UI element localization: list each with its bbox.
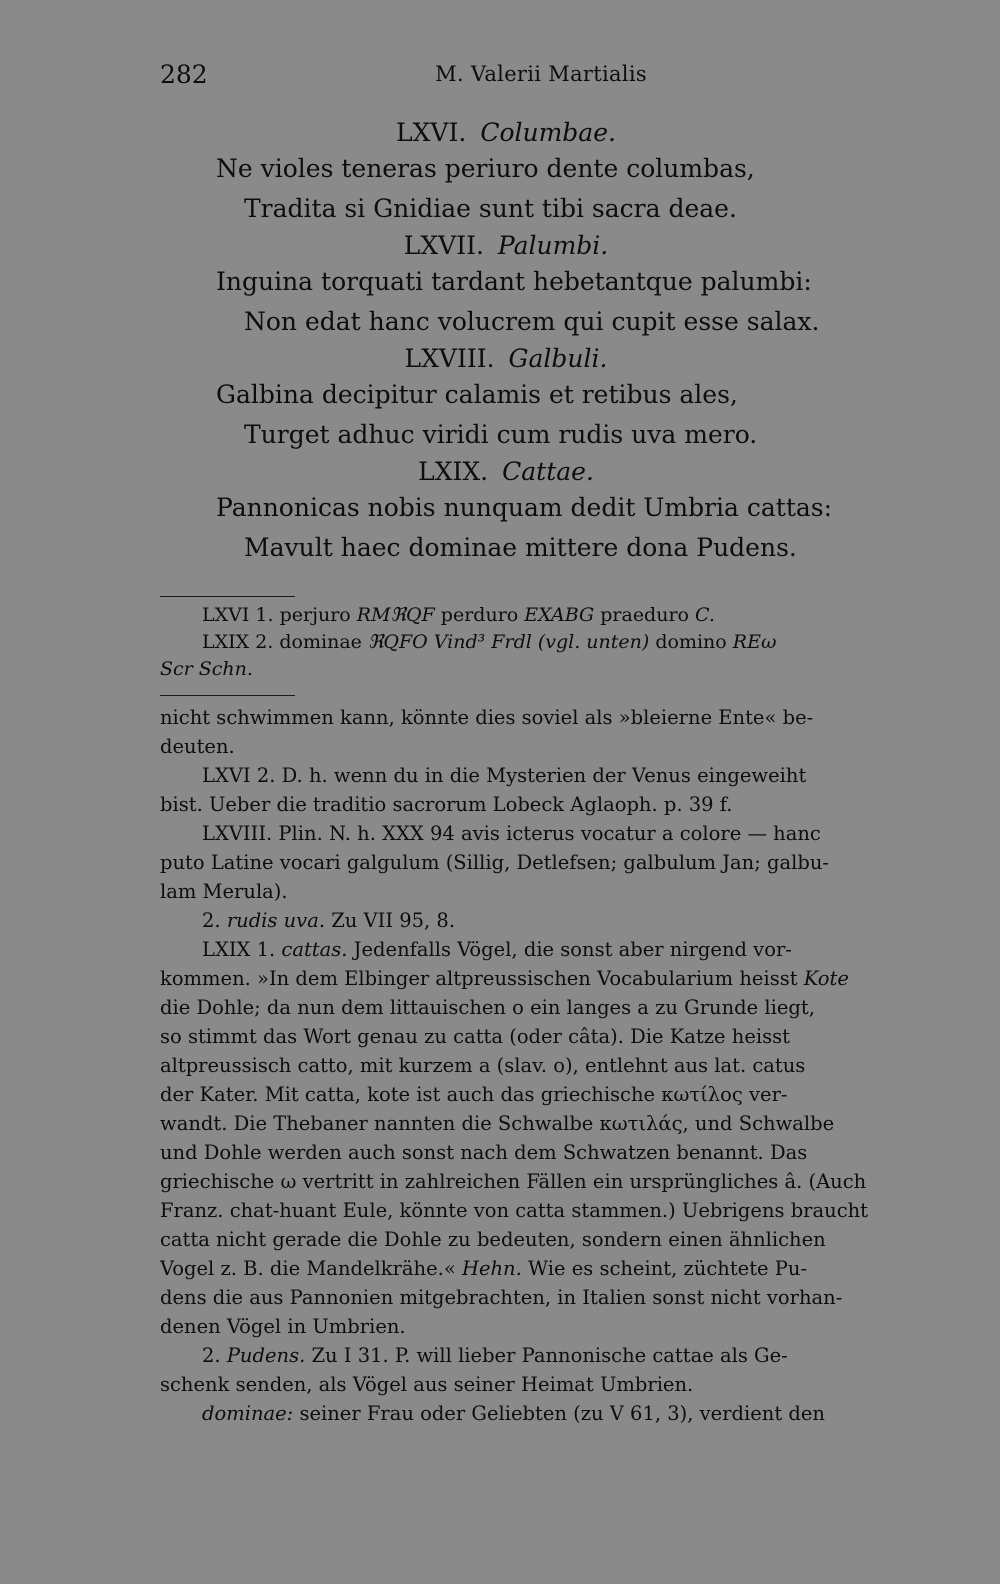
- poem-title: Galbuli.: [508, 344, 608, 373]
- commentary-rule: [160, 695, 295, 696]
- poem-number: LXVII.: [403, 231, 484, 260]
- poem-heading: [216, 455, 856, 488]
- commentary-line: altpreussisch catto, mit kurzem a (slav. o), entlehnt aus lat. catus: [160, 1054, 806, 1077]
- commentary-line: griechische ω vertritt in zahlreichen Fällen ein ursprüngliches â. (Auch: [160, 1170, 867, 1193]
- commentary-line: wandt. Die Thebaner nannten die Schwalbe κωτιλάς, und Schwalbe: [160, 1112, 835, 1135]
- commentary-line: so stimmt das Wort genau zu catta (oder câta). Die Katze heisst: [160, 1025, 790, 1048]
- verse-line: Mavult haec dominae mittere dona Pudens.: [244, 533, 797, 562]
- commentary-text: seiner Frau oder Geliebten (zu V 61, 3), verdient den: [293, 1402, 825, 1425]
- app-sigla: C.: [695, 604, 715, 626]
- poems-block: [216, 116, 856, 568]
- commentary-line: [160, 964, 922, 993]
- commentary-line: [160, 1341, 922, 1370]
- app-sigla: RMℜQF: [356, 604, 435, 626]
- verse-line: Ne violes teneras periuro dente columbas,: [216, 154, 755, 183]
- poem-heading: [216, 229, 856, 262]
- app-sigla: EXABG: [524, 604, 595, 626]
- commentary-text: Vogel z. B. die Mandelkrähe.«: [160, 1257, 462, 1280]
- commentary-text: Zu VII 95, 8.: [325, 909, 456, 932]
- commentary: [160, 703, 922, 1428]
- commentary-text: Wie es scheint, züchtete Pu-: [521, 1257, 808, 1280]
- apparatus-line: [160, 656, 922, 683]
- commentary-line: Franz. chat-huant Eule, könnte von catta stammen.) Uebrigens braucht: [160, 1199, 869, 1222]
- app-text: LXVI 1. perjuro: [202, 604, 357, 626]
- commentary-text: Zu I 31. P. will lieber Pannonische cattae als Ge-: [305, 1344, 788, 1367]
- apparatus-line: [160, 602, 922, 629]
- poem-title: Cattae.: [502, 457, 594, 486]
- commentary-line: [160, 935, 922, 964]
- footnote-rule: [160, 596, 295, 597]
- running-head: [160, 60, 922, 94]
- commentary-line: catta nicht gerade die Dohle zu bedeuten, sondern einen ähnlichen: [160, 1228, 826, 1251]
- commentary-line: LXVIII. Plin. N. h. XXX 94 avis icterus vocatur a colore — hanc: [202, 822, 821, 845]
- app-sigla: REω: [732, 631, 777, 653]
- verse-line: Galbina decipitur calamis et retibus ales,: [216, 380, 738, 409]
- poem-title: Columbae.: [480, 118, 616, 147]
- commentary-text: LXIX 1.: [202, 938, 282, 961]
- poem-heading: [216, 116, 856, 149]
- apparatus-line: [160, 629, 922, 656]
- commentary-text: 2.: [202, 909, 227, 932]
- app-text: LXIX 2. dominae: [202, 631, 368, 653]
- commentary-line: und Dohle werden auch sonst nach dem Schwatzen benannt. Das: [160, 1141, 808, 1164]
- running-title: M. Valerii Martialis: [435, 62, 647, 86]
- app-text: praeduro: [594, 604, 696, 626]
- commentary-line: LXVI 2. D. h. wenn du in die Mysterien der Venus eingeweiht: [202, 764, 807, 787]
- verse-line: Tradita si Gnidiae sunt tibi sacra deae.: [244, 194, 737, 223]
- commentary-text: 2.: [202, 1344, 227, 1367]
- commentary-line: nicht schwimmen kann, könnte dies soviel als »bleierne Ente« be-: [160, 706, 814, 729]
- poem-number: LXIX.: [418, 457, 489, 486]
- commentary-line: lam Merula).: [160, 880, 288, 903]
- app-sigla: ℜQFO Vind³ Frdl (vgl. unten): [367, 631, 650, 653]
- poem-number: LXVI.: [396, 118, 467, 147]
- commentary-line: dens die aus Pannonien mitgebrachten, in Italien sonst nicht vorhan-: [160, 1286, 843, 1309]
- page-number: 282: [160, 60, 208, 89]
- verse-line: Inguina torquati tardant hebetantque palumbi:: [216, 267, 812, 296]
- commentary-text: kommen. »In dem Elbinger altpreussischen Vocabularium heisst: [160, 967, 804, 990]
- critical-apparatus: [160, 602, 922, 683]
- poem-number: LXVIII.: [404, 344, 495, 373]
- commentary-lemma: Kote: [803, 967, 849, 990]
- commentary-line: denen Vögel in Umbrien.: [160, 1315, 406, 1338]
- commentary-line: [160, 1399, 922, 1428]
- commentary-line: puto Latine vocari galgulum (Sillig, Detlefsen; galbulum Jan; galbu-: [160, 851, 829, 874]
- commentary-line: bist. Ueber die traditio sacrorum Lobeck Aglaoph. p. 39 f.: [160, 793, 733, 816]
- commentary-line: die Dohle; da nun dem littauischen o ein langes a zu Grunde liegt,: [160, 996, 815, 1019]
- commentary-lemma: Pudens.: [226, 1344, 306, 1367]
- poem-heading: [216, 342, 856, 375]
- app-text: perduro: [434, 604, 525, 626]
- commentary-line: [160, 906, 922, 935]
- commentary-line: deuten.: [160, 735, 235, 758]
- verse-line: Turget adhuc viridi cum rudis uva mero.: [244, 420, 758, 449]
- commentary-lemma: dominae:: [202, 1402, 294, 1425]
- poem-title: Palumbi.: [497, 231, 609, 260]
- commentary-line: [160, 1254, 922, 1283]
- commentary-line: schenk senden, als Vögel aus seiner Heimat Umbrien.: [160, 1373, 694, 1396]
- app-sigla: Scr Schn.: [160, 658, 253, 680]
- commentary-text: Jedenfalls Vögel, die sonst aber nirgend vor-: [347, 938, 792, 961]
- verse-line: Non edat hanc volucrem qui cupit esse salax.: [244, 307, 820, 336]
- commentary-line: der Kater. Mit catta, kote ist auch das griechische κωτίλος ver-: [160, 1083, 788, 1106]
- app-text: domino: [649, 631, 733, 653]
- commentary-lemma: rudis uva.: [226, 909, 326, 932]
- verse-line: Pannonicas nobis nunquam dedit Umbria cattas:: [216, 493, 833, 522]
- commentary-lemma: Hehn.: [461, 1257, 522, 1280]
- commentary-lemma: cattas.: [281, 938, 348, 961]
